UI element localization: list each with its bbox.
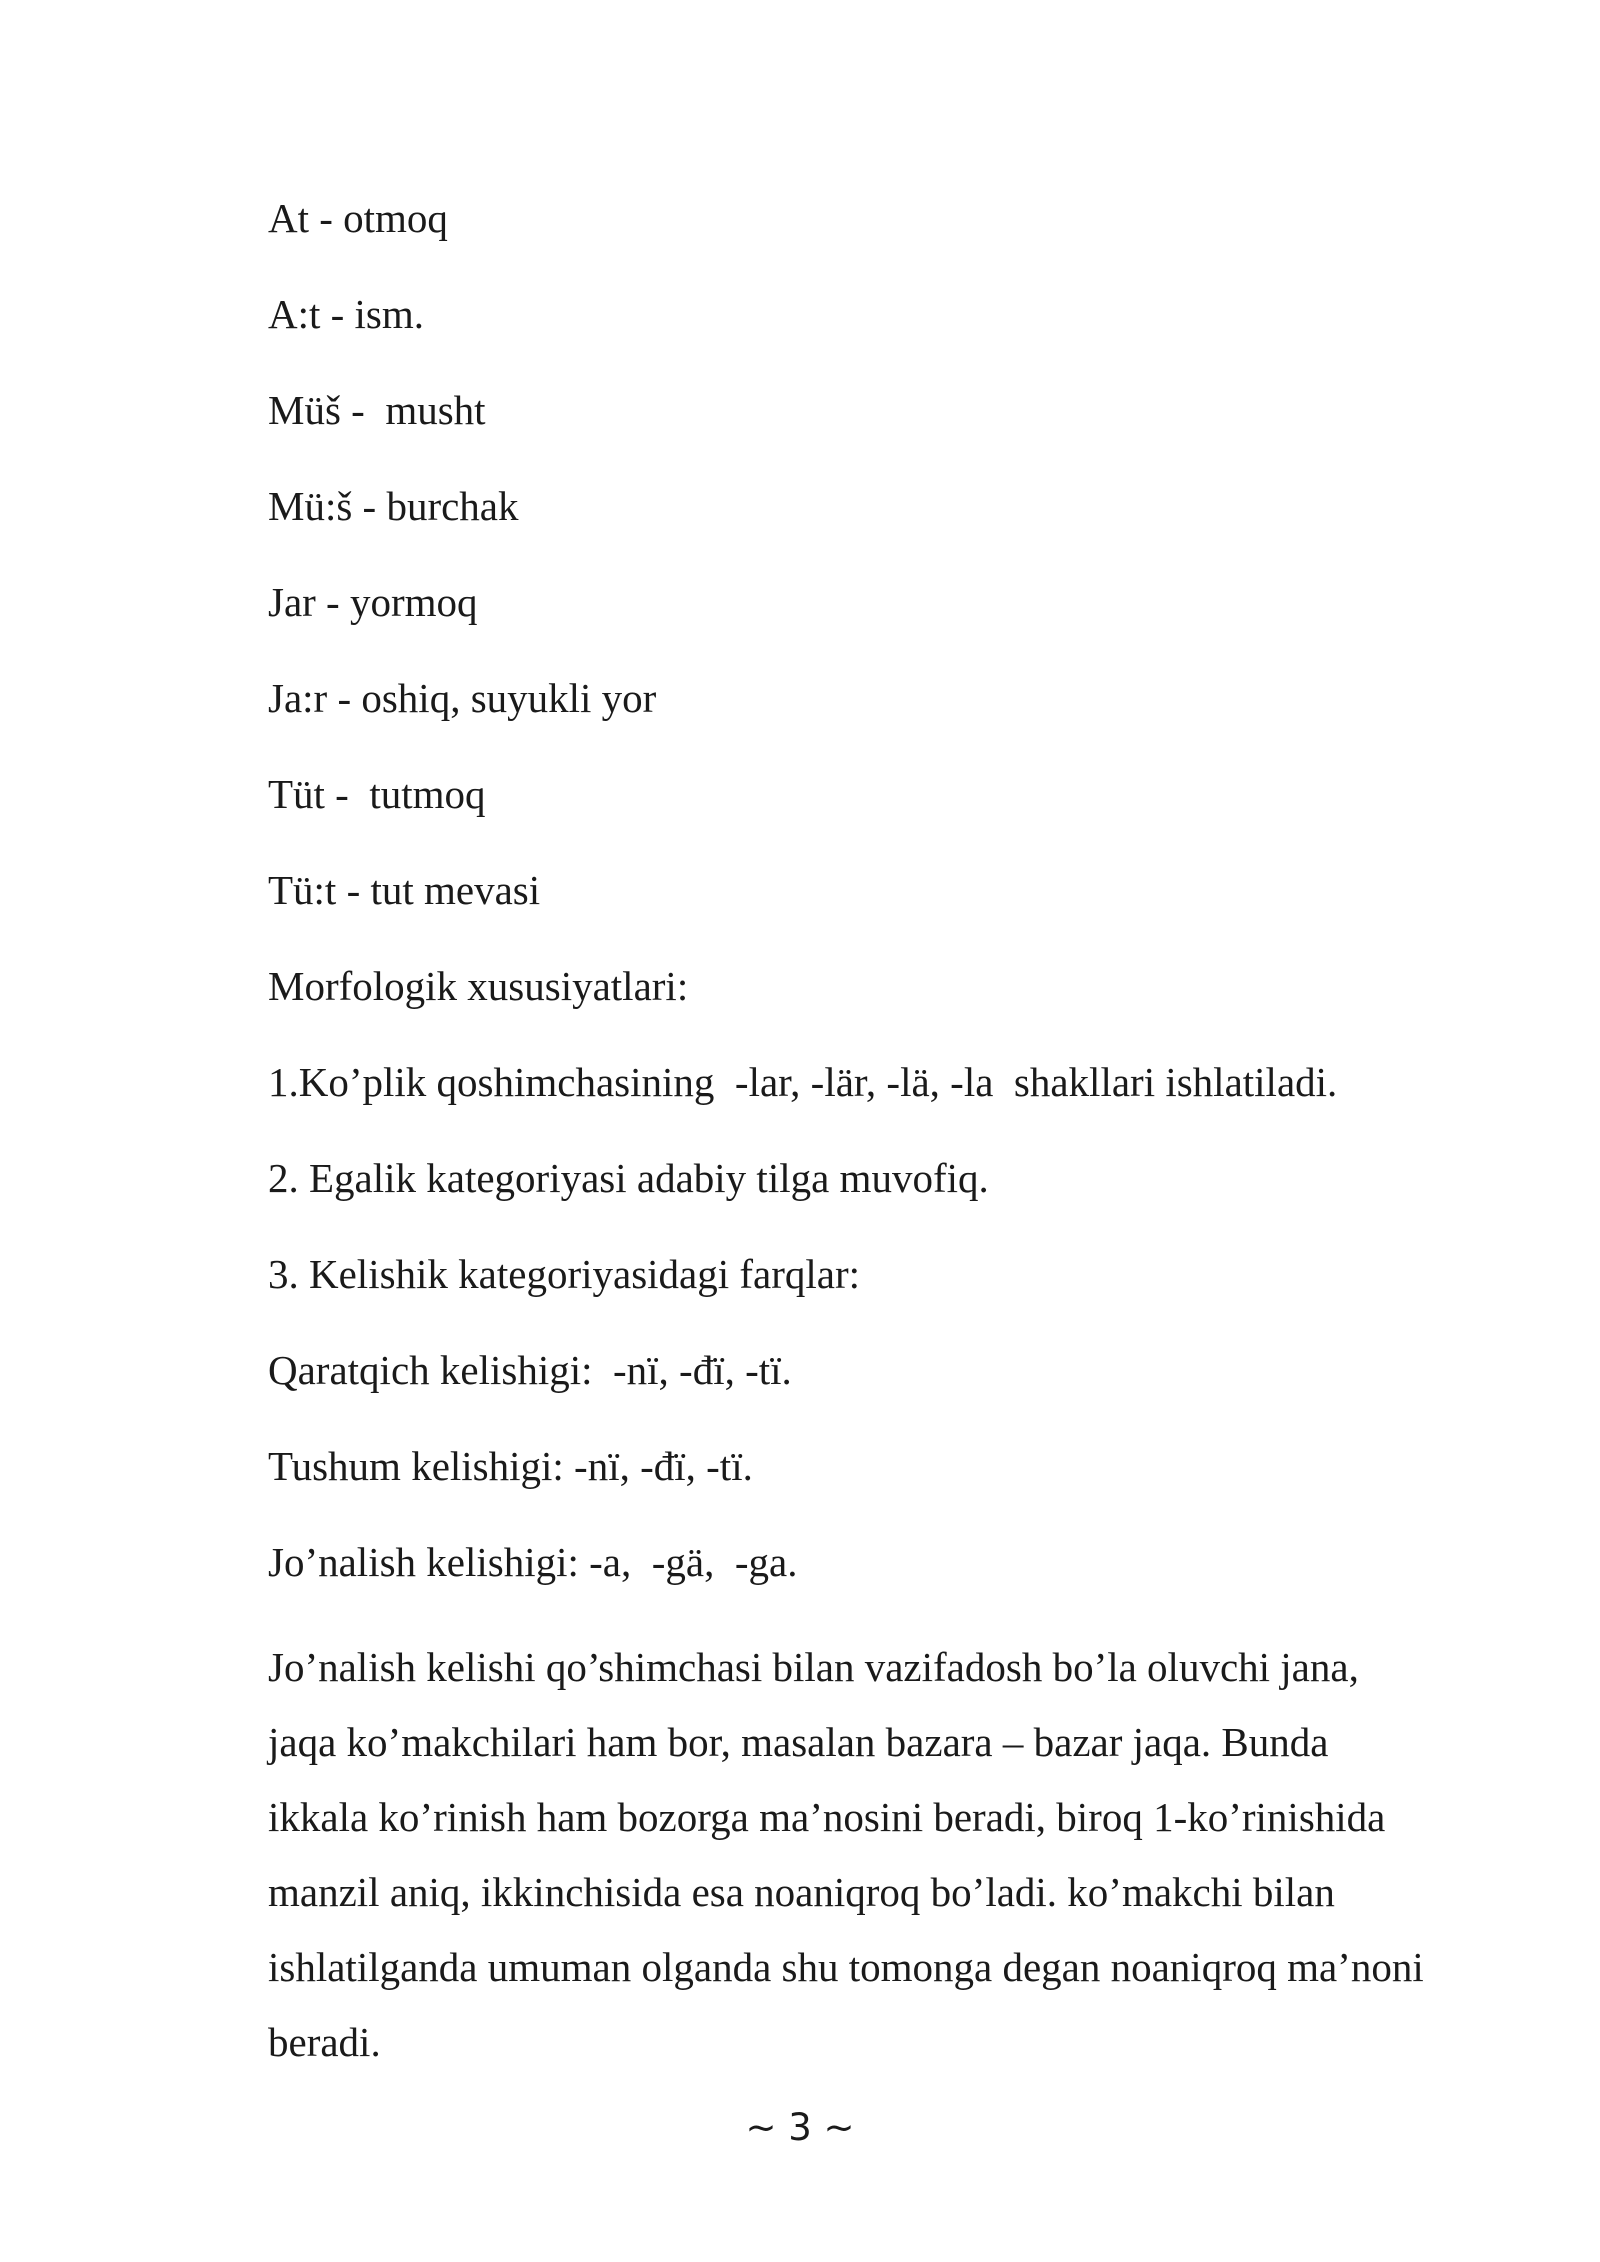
paragraph-line: beradi.	[268, 2019, 381, 2065]
text-line: Tü:t - tut mevasi	[268, 867, 541, 913]
page-number: ~ 3 ~	[745, 2106, 855, 2149]
text-line: Jo’nalish kelishigi: -a, -gä, -ga.	[268, 1539, 798, 1585]
text-line: At - otmoq	[268, 195, 448, 241]
text-line: Jar - yormoq	[268, 579, 478, 625]
text-line: Qaratqich kelishigi: -nï, -đï, -tï.	[268, 1347, 792, 1393]
list-item: 2. Egalik kategoriyasi adabiy tilga muvofiq.	[268, 1155, 989, 1201]
text-line: A:t - ism.	[268, 291, 425, 337]
text-line: Müš - musht	[268, 387, 486, 433]
paragraph-line: jaqa ko’makchilari ham bor, masalan bazara – bazar jaqa. Bunda	[268, 1719, 1329, 1765]
section-heading: Morfologik xususiyatlari:	[268, 963, 689, 1009]
list-item: 1.Ko’plik qoshimchasining -lar, -lär, -lä, -la shakllari ishlatiladi.	[268, 1059, 1338, 1105]
body-paragraph	[268, 1630, 1498, 2080]
text-line: Tushum kelishigi: -nï, -đï, -tï.	[268, 1443, 753, 1489]
text-line: Tüt - tutmoq	[268, 771, 486, 817]
paragraph-line: ikkala ko’rinish ham bozorga ma’nosini beradi, biroq 1-ko’rinishida	[268, 1794, 1386, 1840]
paragraph-line: Jo’nalish kelishi qo’shimchasi bilan vazifadosh bo’la oluvchi jana,	[268, 1644, 1359, 1690]
text-line: Mü:š - burchak	[268, 483, 519, 529]
text-line: Ja:r - oshiq, suyukli yor	[268, 675, 657, 721]
list-item: 3. Kelishik kategoriyasidagi farqlar:	[268, 1251, 861, 1297]
paragraph-line: ishlatilganda umuman olganda shu tomonga degan noaniqroq ma’noni	[268, 1944, 1424, 1990]
paragraph-line: manzil aniq, ikkinchisida esa noaniqroq bo’ladi. ko’makchi bilan	[268, 1869, 1335, 1915]
